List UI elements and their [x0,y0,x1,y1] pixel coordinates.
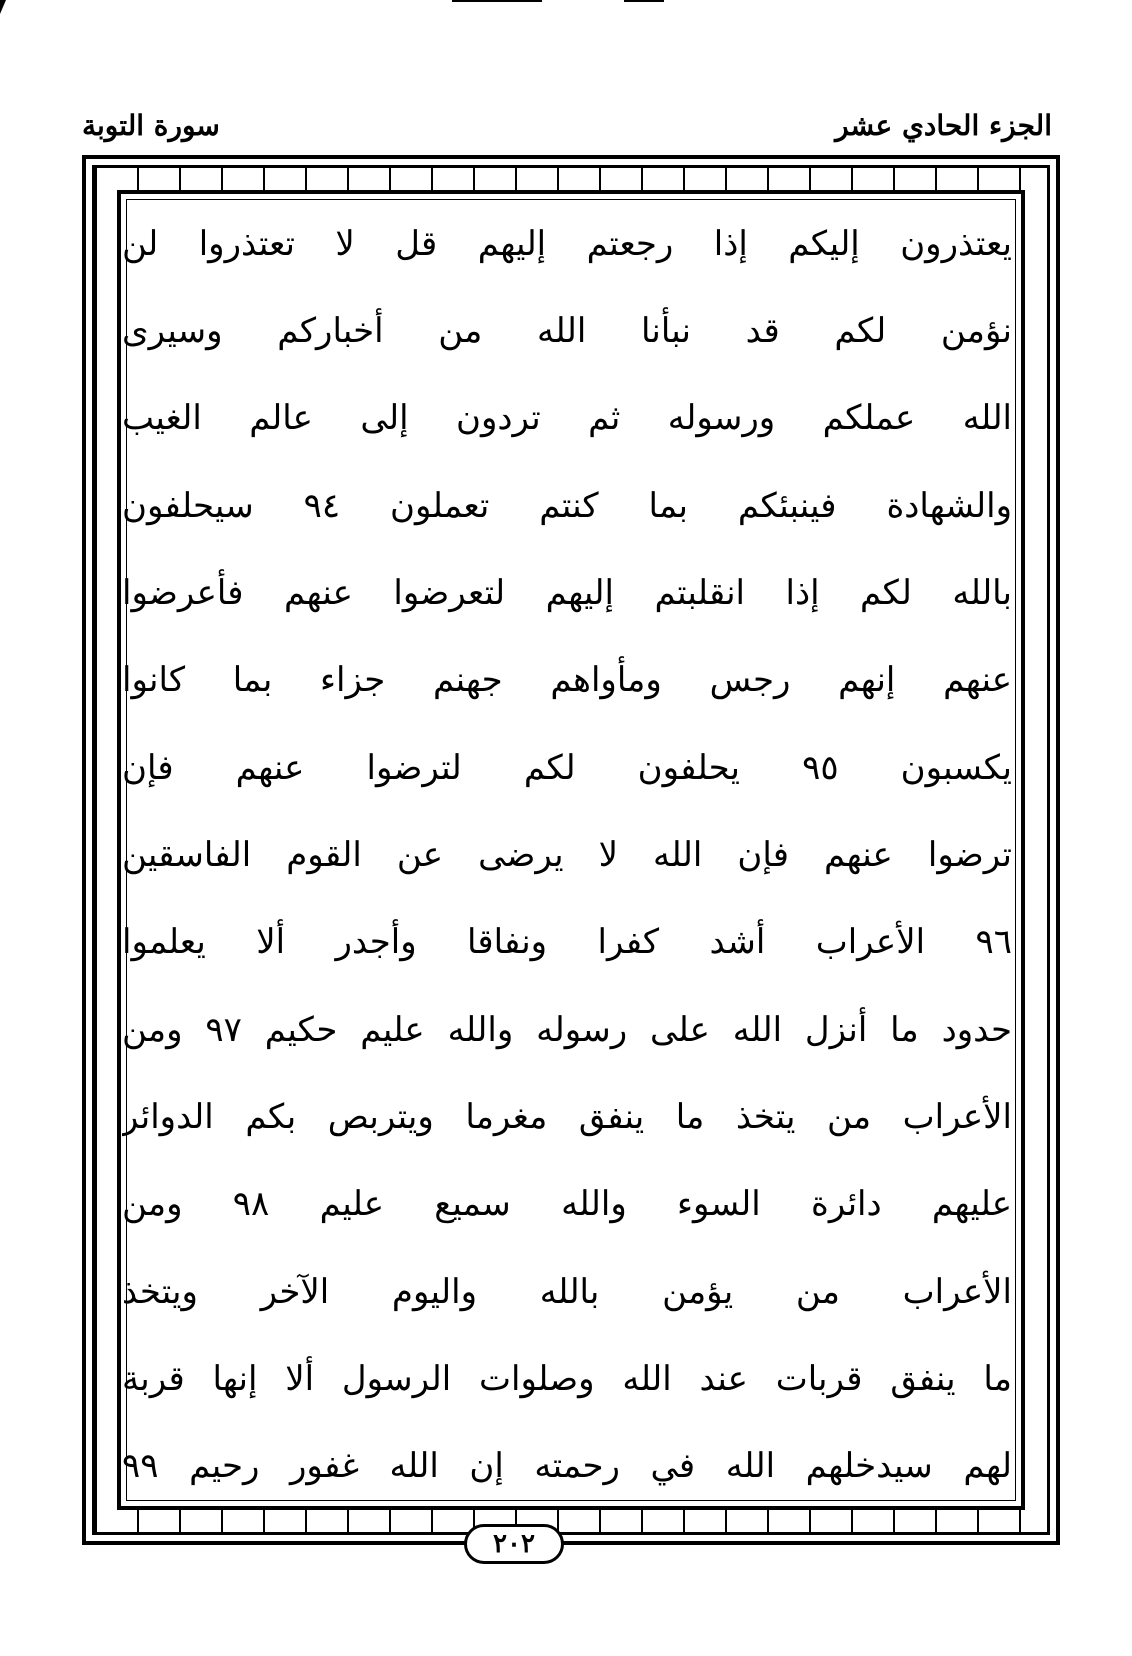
verse-line-10: حدود ما أنزل الله على رسوله والله عليم حكيم ٩٧ ومن [122,1009,1012,1050]
surah-name: سورة التوبة [82,109,220,142]
top-rule-left [452,0,542,2]
verse-line-5: بالله لكم إذا انقلبتم إليهم لتعرضوا عنهم فأعرضوا [122,573,1012,613]
verse-text-area [122,200,1012,1510]
verse-line-9: ٩٦ الأعراب أشد كفرا ونفاقا وأجدر ألا يعلموا [122,922,1012,963]
verse-line-4: والشهادة فينبئكم بما كنتم تعملون ٩٤ سيحلفون [122,485,1012,526]
verse-line-14: ما ينفق قربات عند الله وصلوات الرسول ألا إنها قربة [122,1359,1012,1399]
verse-line-15: لهم سيدخلهم الله في رحمته إن الله غفور رحيم ٩٩ [122,1446,1012,1487]
verse-line-6: عنهم إنهم رجس ومأواهم جهنم جزاء بما كانوا [122,660,1012,701]
page-number: ٢٠٢ [464,1524,564,1564]
corner-mark [0,0,6,14]
juz-name: الجزء الحادي عشر [835,109,1052,142]
verse-line-12: عليهم دائرة السوء والله سميع عليم ٩٨ ومن [122,1184,1012,1225]
verse-line-2: نؤمن لكم قد نبأنا الله من أخباركم وسيرى [122,311,1012,351]
verse-line-11: الأعراب من يتخذ ما ينفق مغرما ويتربص بكم الدوائر [122,1097,1012,1137]
verse-line-8: ترضوا عنهم فإن الله لا يرضى عن القوم الفاسقين [122,835,1012,875]
verse-line-7: يكسبون ٩٥ يحلفون لكم لترضوا عنهم فإن [122,747,1012,788]
page-header [82,104,1052,148]
top-rule-right [624,0,664,2]
verse-line-3: الله عملكم ورسوله ثم تردون إلى عالم الغيب [122,398,1012,439]
verse-line-1: يعتذرون إليكم إذا رجعتم إليهم قل لا تعتذروا لن [122,223,1012,264]
verse-line-13: الأعراب من يؤمن بالله واليوم الآخر ويتخذ [122,1271,1012,1312]
